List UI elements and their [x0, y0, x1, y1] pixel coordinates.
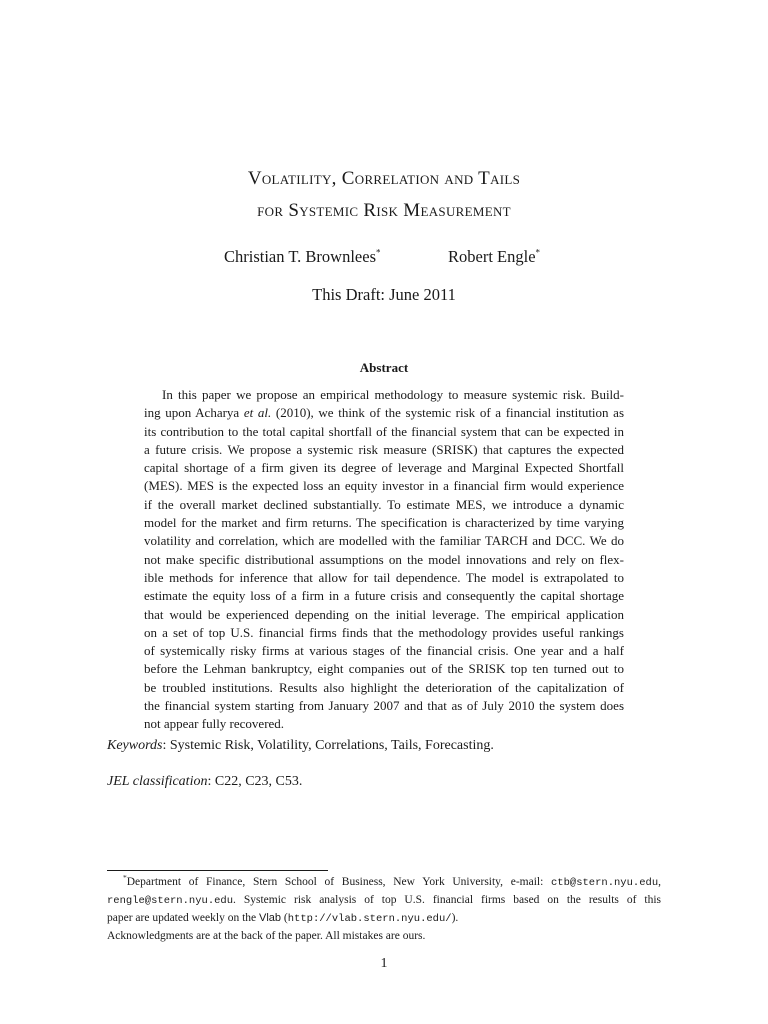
abstract-body: [144, 386, 624, 734]
abstract-line: that would be experienced depending on the initial leverage. The empirical application: [144, 606, 624, 622]
footnote-line: paper are updated weekly on the Vlab (http://vlab.stern.nyu.edu/).: [107, 912, 459, 925]
paper-title-line-1: Volatility, Correlation and Tails: [247, 168, 521, 189]
author-brownlees: [224, 247, 381, 267]
vlab-name: Vlab: [259, 912, 282, 924]
page-number: 1: [380, 956, 388, 971]
abstract-line: of systemically risky firms at various stages of the financial crisis. One year and a half: [144, 643, 624, 659]
jel-classification: [107, 774, 302, 790]
abstract-line: (MES). MES is the expected loss an equity investor in a financial firm would experience: [144, 478, 624, 494]
abstract-line: before the Lehman bankruptcy, eight companies out of the SRISK top ten turned out to: [144, 661, 624, 677]
et-al: et al.: [243, 405, 272, 421]
author-engle: [448, 247, 540, 267]
abstract-line: a future crisis. We propose a systemic risk measure (SRISK) that captures the expected: [144, 441, 624, 457]
keywords-text: : Systemic Risk, Volatility, Correlations, Tails, Forecasting.: [162, 738, 494, 753]
abstract-line: capital shortage of a firm given its degree of leverage and Marginal Expected Shortfall: [144, 460, 624, 476]
footnote-line: Acknowledgments are at the back of the paper. All mistakes are ours.: [107, 930, 426, 942]
author-footnote-mark[interactable]: *: [535, 247, 541, 258]
abstract-line: if the overall market declined substantially. To estimate MES, we introduce a dynamic: [144, 496, 624, 512]
abstract-line: its contribution to the total capital shortfall of the financial system that can be expected in: [144, 423, 624, 439]
paper-title-line-2: for Systemic Risk Measurement: [257, 200, 511, 221]
footnote-line: *Department of Finance, Stern School of Business, New York University, e-mail: ctb@stern.nyu.edu,: [123, 873, 661, 889]
footnote-rule: [107, 870, 328, 871]
abstract-line: In this paper we propose an empirical methodology to measure systemic risk. Build-: [162, 387, 624, 402]
jel-label: JEL classification: [107, 774, 208, 789]
abstract-line: estimate the equity loss of a firm in a future crisis and consequently the capital shortage: [144, 588, 624, 604]
footnote-line: rengle@stern.nyu.edu. Systemic risk analysis of top U.S. financial firms based on the results of this: [107, 894, 661, 907]
abstract-line: volatility and correlation, which are modelled with the familiar TARCH and DCC. We do: [144, 533, 624, 549]
keywords: [107, 738, 494, 754]
email-link-brownlees[interactable]: ctb@stern.nyu.edu: [551, 877, 659, 889]
abstract-line: model for the market and firm returns. The specification is characterized by time varying: [144, 515, 624, 531]
author-footnote-mark[interactable]: *: [376, 247, 381, 258]
abstract-line: the financial system starting from January 2007 and that as of July 2010 the system does: [144, 698, 624, 714]
abstract-line: not make specific distributional assumptions on the model innovations and rely on flex-: [144, 551, 624, 567]
jel-codes: : C22, C23, C53.: [207, 774, 303, 789]
abstract-heading: Abstract: [359, 360, 409, 375]
draft-date: This Draft: June 2011: [312, 285, 456, 304]
author-list: [0, 247, 768, 269]
abstract-line: on a set of top U.S. financial firms finds that the methodology provides useful rankings: [144, 624, 624, 640]
keywords-label: Keywords: [107, 738, 163, 753]
author-name: Robert Engle: [448, 247, 536, 266]
author-name: Christian T. Brownlees: [224, 247, 376, 266]
footnote: [107, 874, 661, 945]
vlab-url-link[interactable]: http://vlab.stern.nyu.edu/: [287, 913, 452, 925]
abstract-line: ing upon Acharya et al. (2010), we think of the systemic risk of a financial institution as: [144, 405, 625, 421]
abstract-line: not appear fully recovered.: [144, 716, 285, 732]
email-link-engle[interactable]: rengle@stern.nyu.edu: [107, 895, 234, 907]
footnote-mark: *: [123, 873, 127, 883]
abstract-line: be troubled institutions. Results also highlight the deterioration of the capitalization of: [144, 679, 624, 695]
abstract-line: ible methods for inference that allow for tail dependence. The model is extrapolated to: [144, 569, 624, 585]
